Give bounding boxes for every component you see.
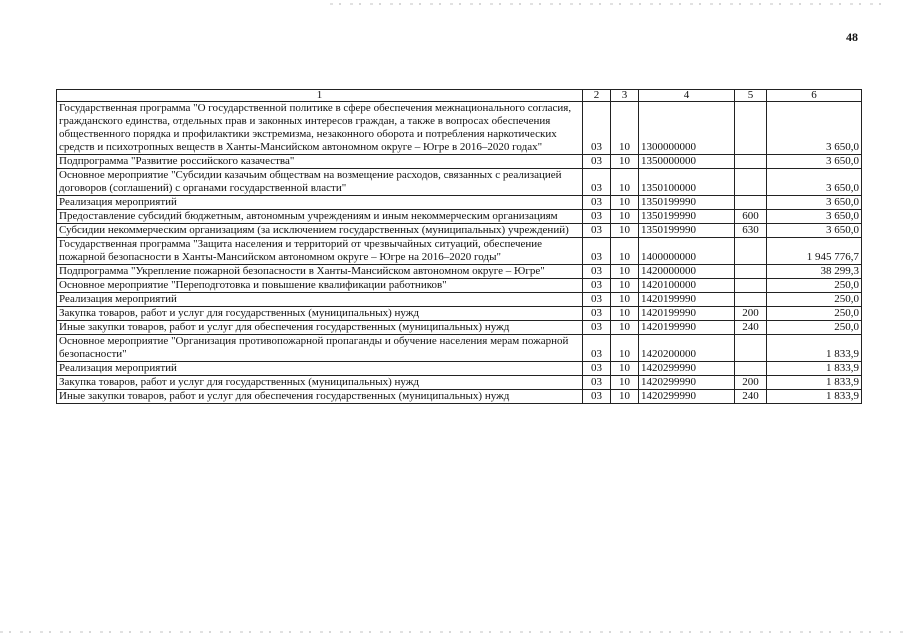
row-amount: 250,0 [767, 321, 862, 335]
row-expense-type [735, 279, 767, 293]
row-name: Реализация мероприятий [57, 362, 583, 376]
row-amount: 1 833,9 [767, 335, 862, 362]
header-col-2: 2 [583, 90, 611, 102]
row-subsection: 10 [611, 155, 639, 169]
header-row [57, 90, 862, 102]
table-row [57, 293, 862, 307]
row-name: Подпрограмма "Развитие российского казачества" [57, 155, 583, 169]
row-expense-type: 240 [735, 321, 767, 335]
table-row [57, 265, 862, 279]
row-name: Реализация мероприятий [57, 293, 583, 307]
row-section: 03 [583, 279, 611, 293]
row-section: 03 [583, 265, 611, 279]
scan-artifact-top [330, 3, 890, 5]
row-subsection: 10 [611, 307, 639, 321]
row-subsection: 10 [611, 335, 639, 362]
row-target-article: 1420299990 [639, 390, 735, 404]
row-expense-type [735, 335, 767, 362]
row-subsection: 10 [611, 210, 639, 224]
row-amount: 3 650,0 [767, 210, 862, 224]
row-target-article: 1420199990 [639, 307, 735, 321]
header-col-5: 5 [735, 90, 767, 102]
row-target-article: 1350000000 [639, 155, 735, 169]
row-amount: 1 833,9 [767, 362, 862, 376]
row-amount: 1 833,9 [767, 376, 862, 390]
row-name: Предоставление субсидий бюджетным, автономным учреждениям и иным некоммерческим организациям [57, 210, 583, 224]
header-col-1: 1 [57, 90, 583, 102]
row-amount: 3 650,0 [767, 196, 862, 210]
header-col-6: 6 [767, 90, 862, 102]
row-section: 03 [583, 376, 611, 390]
row-section: 03 [583, 293, 611, 307]
row-target-article: 1350199990 [639, 196, 735, 210]
row-subsection: 10 [611, 238, 639, 265]
row-section: 03 [583, 169, 611, 196]
row-expense-type: 240 [735, 390, 767, 404]
row-expense-type: 630 [735, 224, 767, 238]
row-name: Основное мероприятие "Организация противопожарной пропаганды и обучение населения мерам пожарной безопасности" [57, 335, 583, 362]
row-name: Основное мероприятие "Переподготовка и повышение квалификации работников" [57, 279, 583, 293]
row-target-article: 1420000000 [639, 265, 735, 279]
table-row [57, 169, 862, 196]
row-subsection: 10 [611, 362, 639, 376]
row-section: 03 [583, 307, 611, 321]
table-row [57, 362, 862, 376]
row-target-article: 1420299990 [639, 376, 735, 390]
row-section: 03 [583, 155, 611, 169]
row-name: Основное мероприятие "Субсидии казачьим обществам на возмещение расходов, связанных с реализацией договоров (соглашений) с органами государственной власти" [57, 169, 583, 196]
row-expense-type [735, 102, 767, 155]
row-subsection: 10 [611, 321, 639, 335]
table-row [57, 196, 862, 210]
row-subsection: 10 [611, 279, 639, 293]
header-col-3: 3 [611, 90, 639, 102]
row-amount: 1 945 776,7 [767, 238, 862, 265]
row-target-article: 1420199990 [639, 321, 735, 335]
row-name: Субсидии некоммерческим организациям (за исключением государственных (муниципальных) учреждений) [57, 224, 583, 238]
row-expense-type: 200 [735, 307, 767, 321]
row-expense-type [735, 238, 767, 265]
table-row [57, 307, 862, 321]
row-amount: 3 650,0 [767, 102, 862, 155]
table-row [57, 224, 862, 238]
row-section: 03 [583, 335, 611, 362]
row-name: Государственная программа "Защита населения и территорий от чрезвычайных ситуаций, обеспечение пожарной безопасности в Ханты-Мансийском автономном округе – Югре на 2016–2020 годы" [57, 238, 583, 265]
table-row [57, 390, 862, 404]
row-target-article: 1350100000 [639, 169, 735, 196]
row-subsection: 10 [611, 102, 639, 155]
row-subsection: 10 [611, 376, 639, 390]
table-row [57, 376, 862, 390]
row-amount: 3 650,0 [767, 224, 862, 238]
row-target-article: 1350199990 [639, 210, 735, 224]
page-number: 48 [846, 30, 858, 44]
row-section: 03 [583, 224, 611, 238]
row-name: Подпрограмма "Укрепление пожарной безопасности в Ханты-Мансийском автономном округе – Югре" [57, 265, 583, 279]
row-target-article: 1400000000 [639, 238, 735, 265]
table-row [57, 238, 862, 265]
row-name: Закупка товаров, работ и услуг для государственных (муниципальных) нужд [57, 307, 583, 321]
row-name: Закупка товаров, работ и услуг для государственных (муниципальных) нужд [57, 376, 583, 390]
row-name: Иные закупки товаров, работ и услуг для обеспечения государственных (муниципальных) нужд [57, 390, 583, 404]
row-amount: 3 650,0 [767, 169, 862, 196]
table-row [57, 210, 862, 224]
row-name: Государственная программа "О государственной политике в сфере обеспечения межнационального согласия, гражданского единства, отдельных прав и законных интересов граждан, а также в вопросах обеспечения общественного порядка и профилактики экстремизма, незаконного оборота и потребления наркотических средств и психотропных веществ в Ханты-Мансийском автономном округе – Югре в 2016–2020 годах" [57, 102, 583, 155]
row-subsection: 10 [611, 265, 639, 279]
row-amount: 38 299,3 [767, 265, 862, 279]
row-subsection: 10 [611, 196, 639, 210]
budget-table-body [57, 90, 862, 404]
row-subsection: 10 [611, 224, 639, 238]
row-expense-type [735, 155, 767, 169]
table-row [57, 279, 862, 293]
row-section: 03 [583, 390, 611, 404]
row-target-article: 1350199990 [639, 224, 735, 238]
header-col-4: 4 [639, 90, 735, 102]
row-target-article: 1420200000 [639, 335, 735, 362]
scan-artifact-bottom [0, 631, 905, 633]
row-amount: 250,0 [767, 279, 862, 293]
row-expense-type [735, 169, 767, 196]
table-row [57, 335, 862, 362]
row-expense-type: 200 [735, 376, 767, 390]
row-section: 03 [583, 210, 611, 224]
row-section: 03 [583, 362, 611, 376]
row-subsection: 10 [611, 169, 639, 196]
row-target-article: 1420100000 [639, 279, 735, 293]
row-expense-type [735, 293, 767, 307]
row-expense-type: 600 [735, 210, 767, 224]
row-expense-type [735, 362, 767, 376]
budget-table [56, 89, 862, 404]
row-target-article: 1420199990 [639, 293, 735, 307]
row-expense-type [735, 196, 767, 210]
row-subsection: 10 [611, 390, 639, 404]
row-amount: 3 650,0 [767, 155, 862, 169]
row-name: Иные закупки товаров, работ и услуг для обеспечения государственных (муниципальных) нужд [57, 321, 583, 335]
table-row [57, 321, 862, 335]
table-row [57, 155, 862, 169]
row-name: Реализация мероприятий [57, 196, 583, 210]
row-section: 03 [583, 196, 611, 210]
row-section: 03 [583, 321, 611, 335]
row-target-article: 1300000000 [639, 102, 735, 155]
row-section: 03 [583, 238, 611, 265]
row-section: 03 [583, 102, 611, 155]
table-row [57, 102, 862, 155]
row-amount: 250,0 [767, 293, 862, 307]
row-subsection: 10 [611, 293, 639, 307]
row-expense-type [735, 265, 767, 279]
row-target-article: 1420299990 [639, 362, 735, 376]
row-amount: 250,0 [767, 307, 862, 321]
row-amount: 1 833,9 [767, 390, 862, 404]
